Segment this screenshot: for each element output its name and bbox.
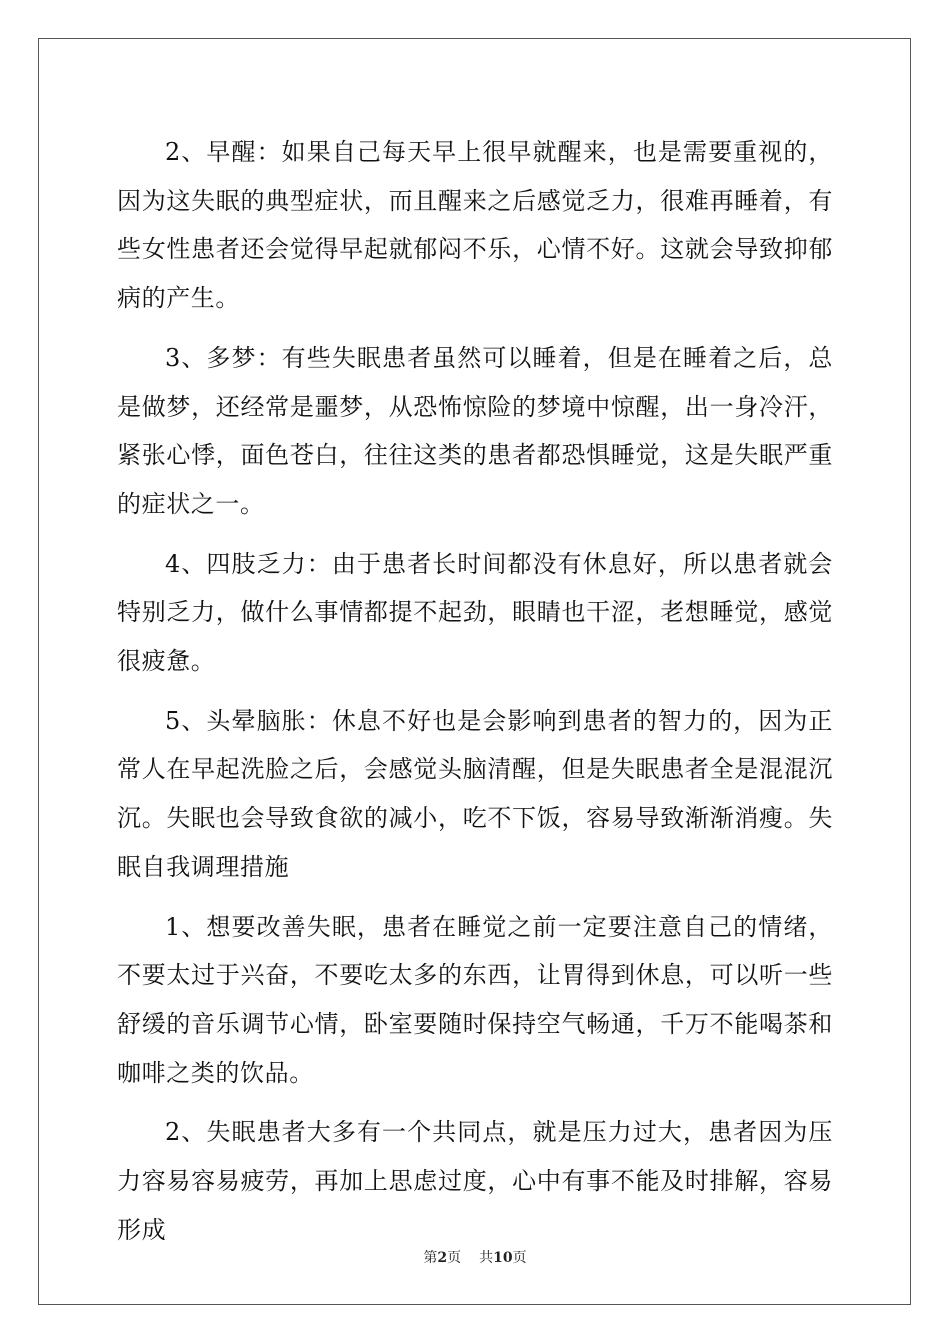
paragraph-dreams: 3、多梦：有些失眠患者虽然可以睡着，但是在睡着之后，总是做梦，还经常是噩梦，从恐怖惊险的梦境中惊醒，出一身冷汗，紧张心悸，面色苍白，往往这类的患者都恐惧睡觉，这是失眠严重的症状之一。 xyxy=(117,343,833,518)
paragraph-early-waking: 2、早醒：如果自己每天早上很早就醒来，也是需要重视的，因为这失眠的典型症状，而且醒来之后感觉乏力，很难再睡着，有些女性患者还会觉得早起就郁闷不乐，心情不好。这就会导致抑郁病的产生。 xyxy=(117,138,833,313)
current-page-number: 2 xyxy=(437,1250,448,1266)
paragraph-dizziness: 5、头晕脑胀：休息不好也是会影响到患者的智力的，因为正常人在早起洗脸之后，会感觉头脑清醒，但是失眠患者全是混混沉沉。失眠也会导致食欲的减小，吃不下饭，容易导致渐渐消瘦。失眠自我调理措施 xyxy=(117,706,833,881)
paragraph-fatigue: 4、四肢乏力：由于患者长时间都没有休息好，所以患者就会特别乏力，做什么事情都提不起劲，眼睛也干涩，老想睡觉，感觉很疲惫。 xyxy=(117,549,833,676)
paragraph-improve-sleep: 1、想要改善失眠，患者在睡觉之前一定要注意自己的情绪，不要太过于兴奋，不要吃太多的东西，让胃得到休息，可以听一些舒缓的音乐调节心情，卧室要随时保持空气畅通，千万不能喝茶和咖啡之类的饮品。 xyxy=(117,912,833,1087)
page-prefix: 第 xyxy=(423,1250,438,1266)
document-body xyxy=(117,128,833,1254)
page-suffix: 页 xyxy=(447,1250,462,1266)
page-footer xyxy=(0,1247,950,1267)
total-prefix: 共 xyxy=(479,1250,494,1266)
total-suffix: 页 xyxy=(512,1250,527,1266)
total-page-number: 10 xyxy=(493,1250,513,1266)
paragraph-stress: 2、失眠患者大多有一个共同点，就是压力过大，患者因为压力容易容易疲劳，再加上思虑过度，心中有事不能及时排解，容易形成 xyxy=(117,1118,833,1244)
